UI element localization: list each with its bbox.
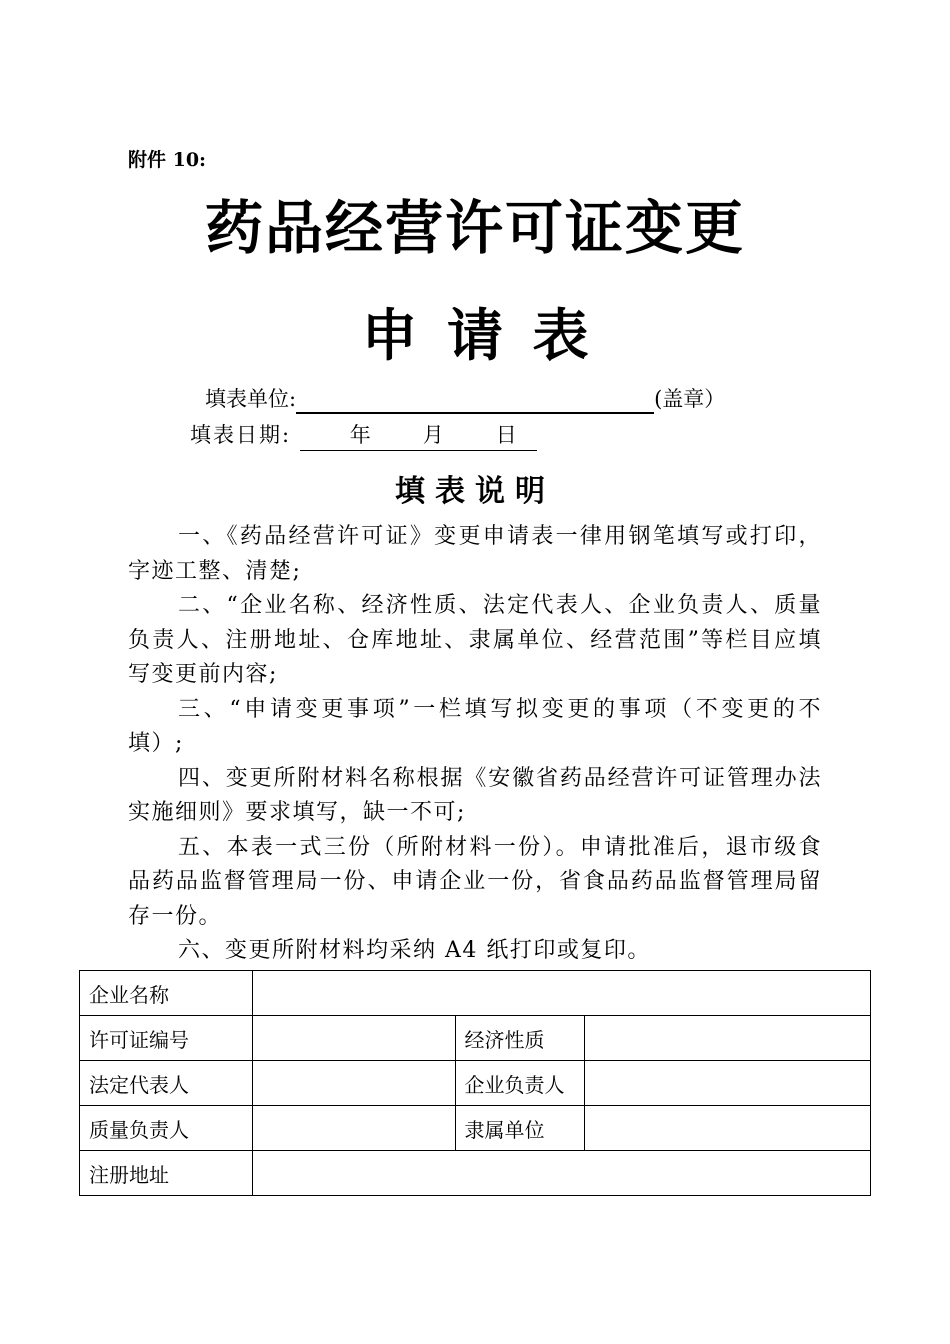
- fill-unit-row: [205, 384, 725, 414]
- registered-address-label: 注册地址: [80, 1151, 253, 1196]
- legal-rep-label: 法定代表人: [80, 1061, 253, 1106]
- fill-unit-label: 填表单位:: [205, 387, 297, 411]
- date-day-label: 日: [495, 423, 517, 447]
- fill-unit-suffix: (盖章）: [654, 387, 726, 411]
- fill-date-blank[interactable]: [300, 420, 537, 451]
- quality-head-field[interactable]: [252, 1106, 455, 1151]
- instruction-item: 六、变更所附材料均采纳 A4 纸打印或复印。: [178, 938, 651, 963]
- license-no-label: 许可证编号: [80, 1016, 253, 1061]
- fill-unit-blank[interactable]: [296, 388, 654, 414]
- table-row: [80, 1151, 871, 1196]
- date-year-label: 年: [349, 423, 371, 447]
- economic-nature-field[interactable]: [585, 1016, 871, 1061]
- fill-date-row: [190, 420, 537, 451]
- instruction-item: 二、“企业名称、经济性质、法定代表人、企业负责人、质量负责人、注册地址、仓库地址、隶属单位、经营范围”等栏目应填写变更前内容;: [128, 593, 822, 687]
- company-name-label: 企业名称: [80, 971, 253, 1016]
- affiliated-unit-label: 隶属单位: [455, 1106, 585, 1151]
- affiliated-unit-field[interactable]: [585, 1106, 871, 1151]
- instruction-item: 五、本表一式三份（所附材料一份）。申请批准后，退市级食品药品监督管理局一份、申请企业一份，省食品药品监督管理局留存一份。: [128, 834, 822, 929]
- economic-nature-label: 经济性质: [455, 1016, 585, 1061]
- attachment-label: 附件 10:: [128, 149, 207, 171]
- legal-rep-field[interactable]: [252, 1061, 455, 1106]
- company-head-field[interactable]: [585, 1061, 871, 1106]
- company-head-label: 企业负责人: [455, 1061, 585, 1106]
- fill-date-label: 填表日期:: [190, 423, 292, 447]
- instruction-item: 四、变更所附材料名称根据《安徽省药品经营许可证管理办法实施细则》要求填写，缺一不可;: [128, 765, 822, 825]
- instructions-list: [128, 520, 822, 969]
- quality-head-label: 质量负责人: [80, 1106, 253, 1151]
- table-row: [80, 1016, 871, 1061]
- date-month-label: 月: [422, 423, 444, 447]
- info-table: [79, 970, 871, 1196]
- instruction-item: 一、《药品经营许可证》变更申请表一律用钢笔填写或打印，字迹工整、清楚;: [128, 524, 822, 584]
- instructions-title: 填表说明: [395, 474, 555, 509]
- table-row: [80, 1106, 871, 1151]
- company-name-field[interactable]: [252, 971, 870, 1016]
- document-title: 药品经营许可证变更: [204, 194, 745, 262]
- registered-address-field[interactable]: [252, 1151, 870, 1196]
- license-no-field[interactable]: [252, 1016, 455, 1061]
- table-row: [80, 1061, 871, 1106]
- instruction-item: 三、“申请变更事项”一栏填写拟变更的事项（不变更的不填）;: [128, 696, 822, 756]
- document-subtitle: 申 请 表: [361, 303, 589, 369]
- table-row: [80, 971, 871, 1016]
